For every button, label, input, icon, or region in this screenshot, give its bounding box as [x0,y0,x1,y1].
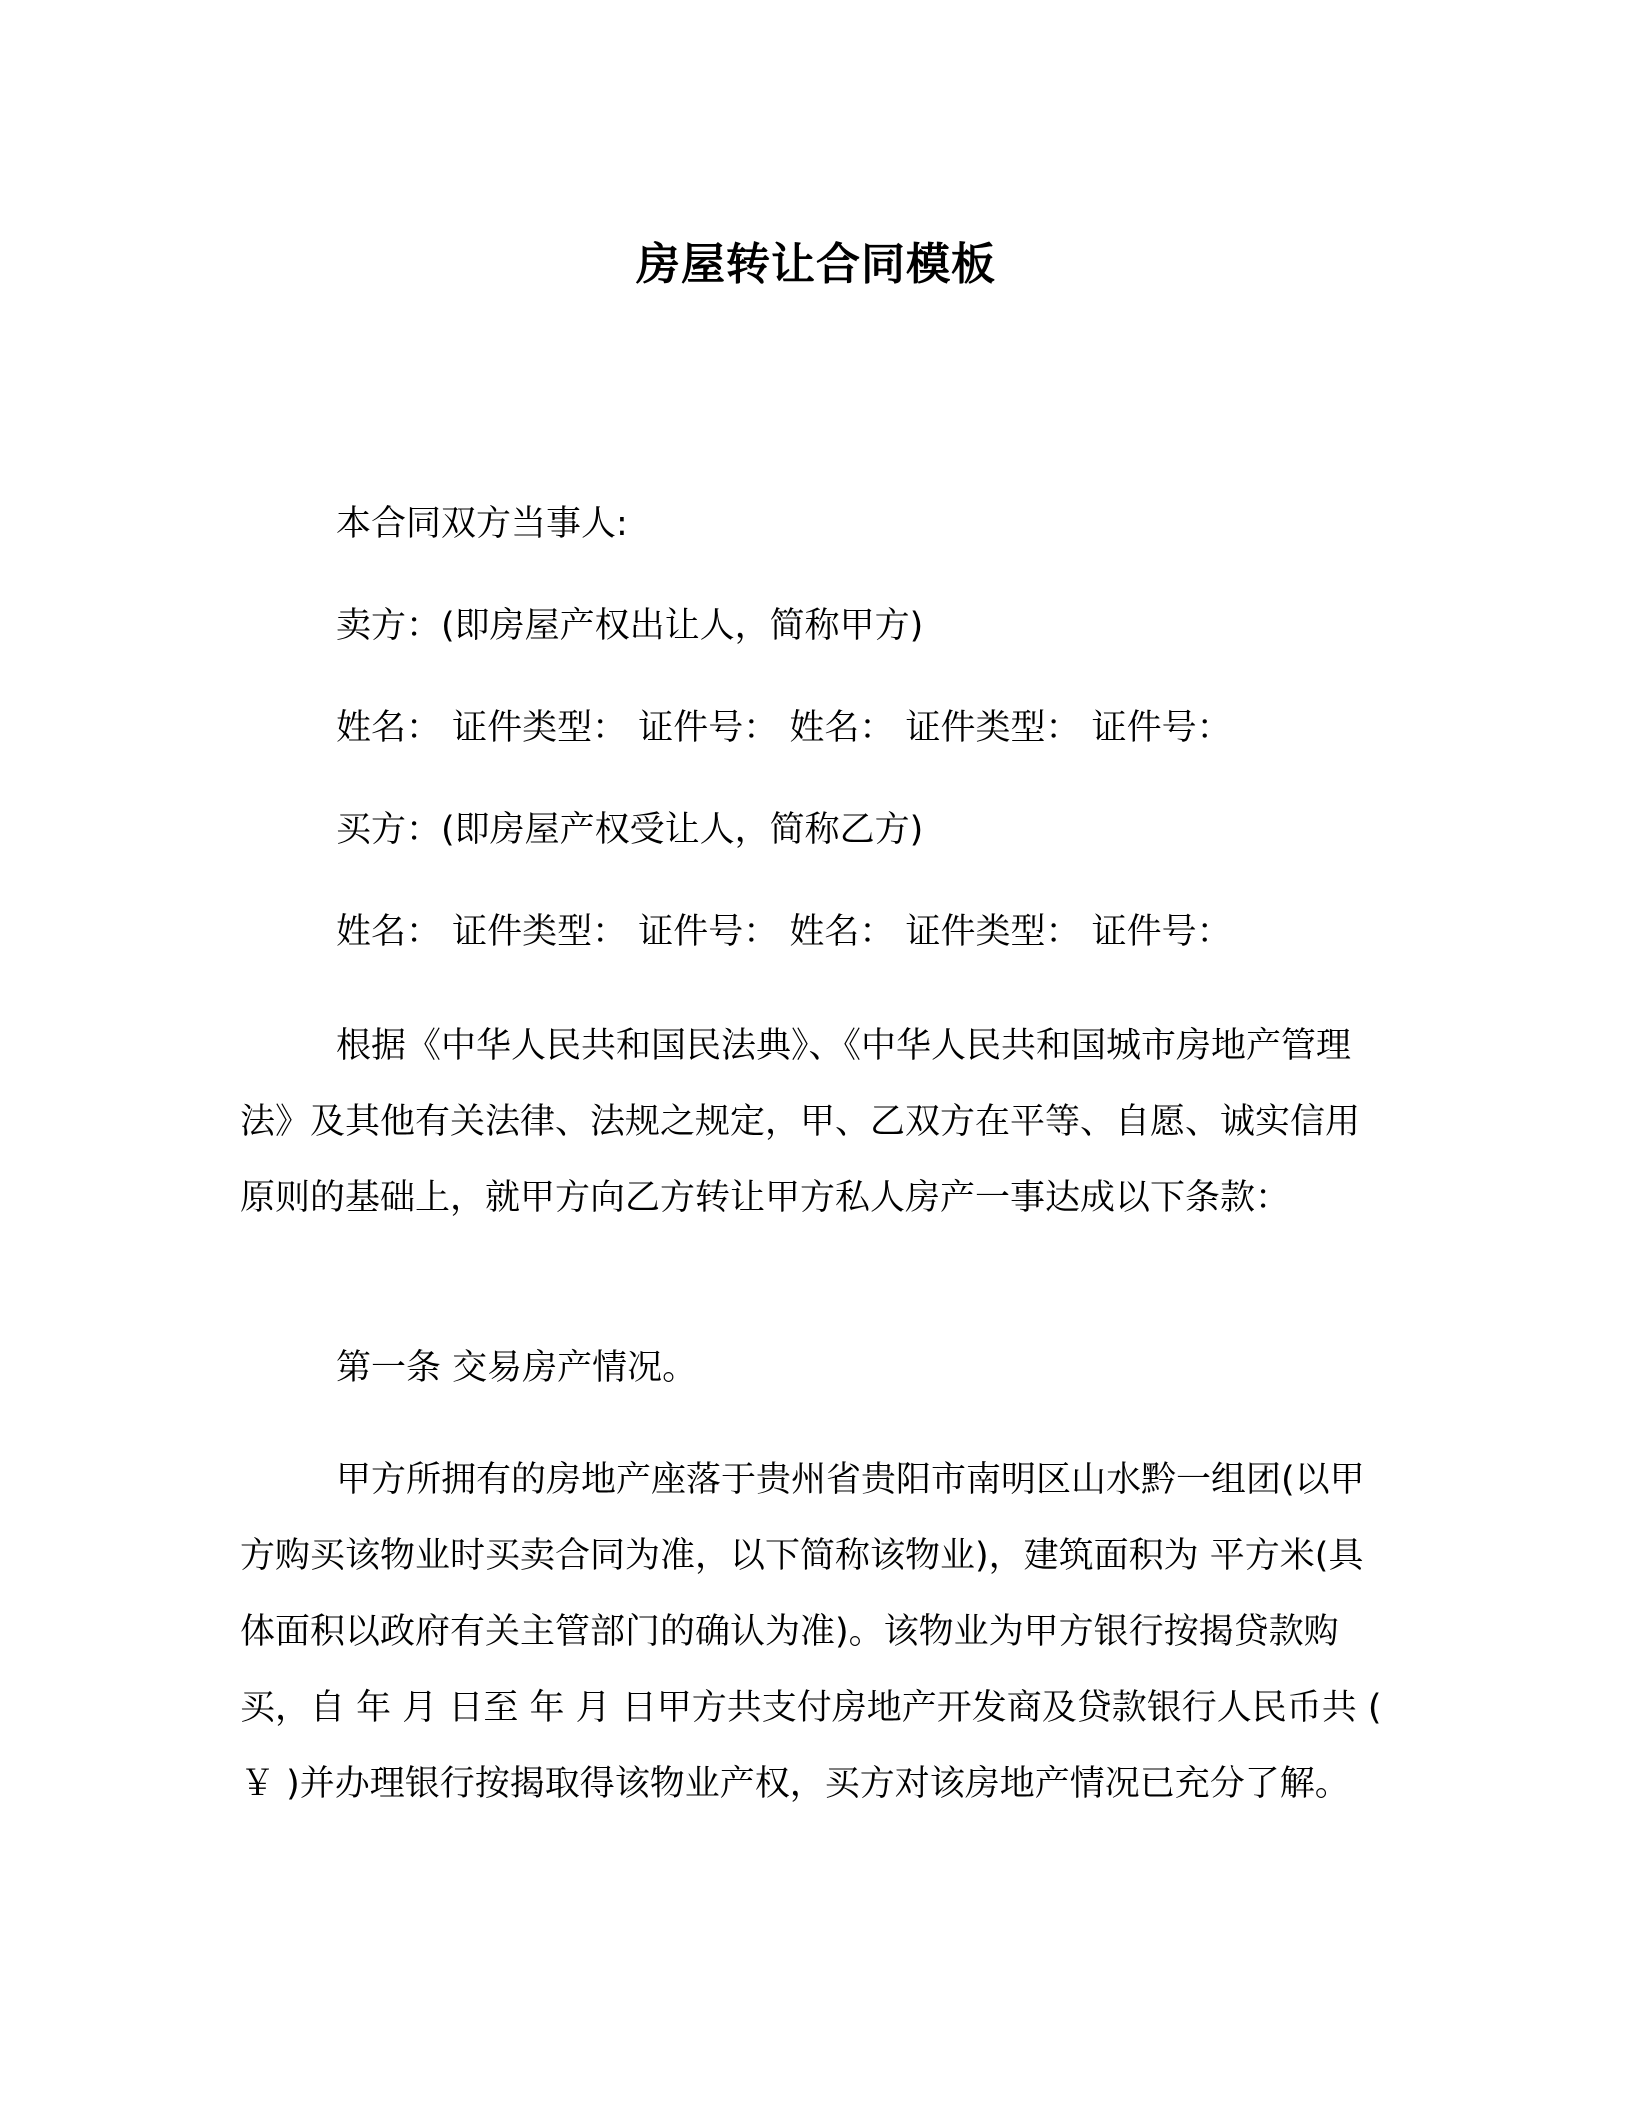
paragraph-legal-basis: 根据《中华人民共和国民法典》、《中华人民共和国城市房地产管理法》及其他有关法律、法规之规定，甲、乙双方在平等、自愿、诚实信用原则的基础上，就甲方向乙方转让甲方私人房产一事达成以下条款： [240,1026,1361,1218]
paragraph-seller: 卖方：(即房屋产权出让人，简称甲方) [336,606,924,646]
document-title: 房屋转让合同模板 [636,239,996,290]
paragraph-property-details: 甲方所拥有的房地产座落于贵州省贵阳市南明区山水黔一组团(以甲方购买该物业时买卖合同为准，以下简称该物业)，建筑面积为 平方米(具体面积以政府有关主管部门的确认为准)。该物业为甲方银行按揭贷款购买，自 年 月 日至 年 月 日甲方共支付房地产开发商及贷款银行人民币共 ( ￥ )并办理银行按揭取得该物业产权，买方对该房地产情况已充分了解。 [240,1460,1382,1804]
paragraph-parties-intro: 本合同双方当事人: [336,504,628,544]
paragraph-article-one-heading: 第一条 交易房产情况。 [336,1348,698,1388]
paragraph-buyer-id: 姓名： 证件类型： 证件号： 姓名： 证件类型： 证件号： [336,912,1232,952]
paragraph-buyer: 买方：(即房屋产权受让人，简称乙方) [336,810,924,850]
paragraph-seller-id: 姓名： 证件类型： 证件号： 姓名： 证件类型： 证件号： [336,708,1232,748]
